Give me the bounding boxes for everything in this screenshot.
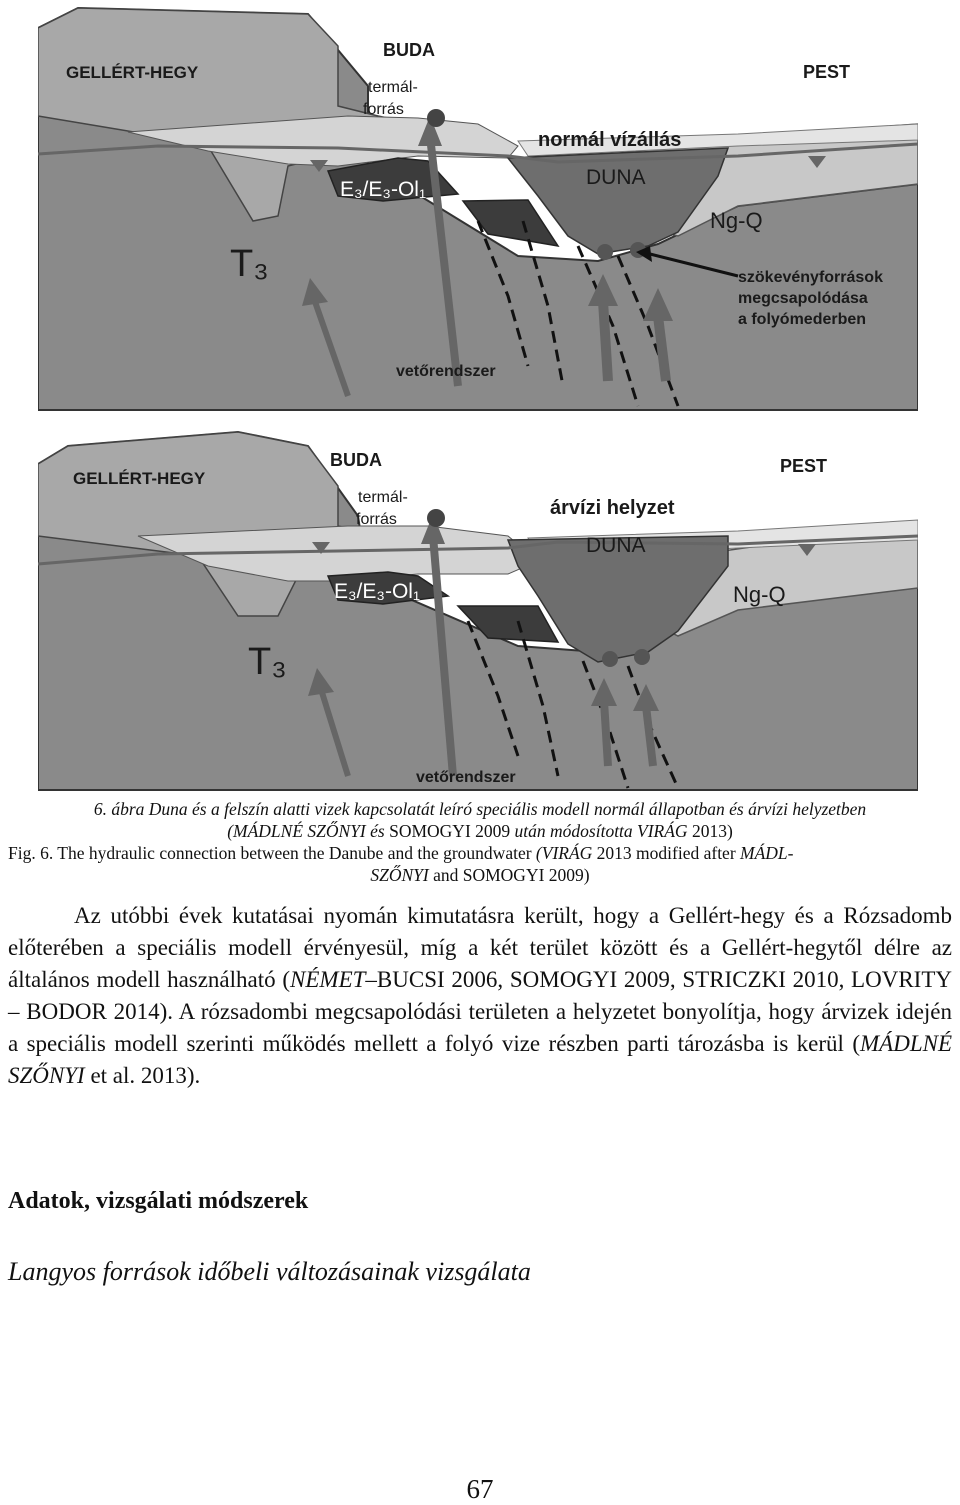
spring-marker-1 [602, 651, 618, 667]
label-t3: T₃ [230, 243, 269, 285]
caption-hu-line-2: (MÁDLNÉ SZŐNYI és SOMOGYI 2009 után módosította VIRÁG 2013) [227, 821, 733, 841]
label-vetorendszer: vetőrendszer [416, 769, 516, 786]
label-termal-2: forrás [363, 101, 404, 118]
label-eocene: E₃/E₃-Ol₁ [340, 178, 427, 201]
label-eocene: E₃/E₃-Ol₁ [334, 580, 421, 603]
caption-hu-line-1: 6. ábra Duna és a felszín alatti vizek kapcsolatát leíró speciális modell normál állapotban és árvízi helyzetben [93, 799, 867, 819]
label-vetorendszer: vetőrendszer [396, 363, 496, 380]
flow-arrow-center-left [603, 301, 608, 381]
label-water-state: árvízi helyzet [550, 497, 675, 519]
page-number: 67 [466, 1474, 494, 1504]
label-pest: PEST [780, 456, 828, 476]
label-duna: DUNA [586, 534, 646, 557]
thermal-spring-marker [427, 109, 445, 127]
label-szokeveny-3: a folyómederben [738, 311, 867, 328]
sub-heading: Langyos források időbeli változásainak vizsgálata [8, 1257, 531, 1286]
label-t3: T₃ [248, 641, 287, 683]
label-termal-1: termál- [358, 489, 408, 506]
flow-arrow-center-left [604, 701, 608, 766]
thermal-spring-marker [427, 509, 445, 527]
label-buda: BUDA [330, 450, 382, 470]
label-gellert-hegy: GELLÉRT-HEGY [66, 63, 199, 82]
body-paragraph: Az utóbbi évek kutatásai nyomán kimutatásra került, hogy a Gellért-hegy és a Rózsadomb előterében a speciális modell érvényesül, míg a két terület között és a Gellért-hegytől délre az általános modell használható (NÉMET–BUCSI 2006, SOMOGYI 2009, STRICZKI 2010, LOVRITY – BODOR 2014). A rózsadombi megcsapolódási területen a helyzetet bonyolítja, hogy árvizek idején a speciális modell szerinti működés mellett a folyó vize részben parti tározásba is kerül (MÁDLNÉ SZŐNYI et al. 2013). [8, 903, 952, 1088]
label-ngq: Ng-Q [710, 208, 763, 233]
label-duna: DUNA [586, 166, 646, 189]
cross-section-diagram-normal [38, 6, 918, 412]
label-szokeveny-2: megcsapolódása [738, 290, 868, 307]
caption-en-line-2: SZŐNYI and SOMOGYI 2009) [370, 865, 590, 885]
spring-marker-2 [634, 649, 650, 665]
label-pest: PEST [803, 62, 851, 82]
label-termal-1: termál- [368, 79, 418, 96]
label-gellert-hegy: GELLÉRT-HEGY [73, 469, 206, 488]
section-heading: Adatok, vizsgálati módszerek [8, 1188, 309, 1214]
label-ngq: Ng-Q [733, 582, 786, 607]
label-buda: BUDA [383, 40, 435, 60]
label-szokeveny-1: szökevényforrások [738, 269, 883, 286]
label-water-state: normál vízállás [538, 129, 682, 151]
figure-caption [0, 798, 960, 886]
figure-normal-water-level [38, 6, 918, 412]
figure-flood-situation [38, 416, 918, 792]
caption-en-line-1: Fig. 6. The hydraulic connection between the Danube and the groundwater (VIRÁG 2013 modified after MÁDL- [8, 843, 794, 863]
spring-marker-1 [597, 244, 613, 260]
cross-section-diagram-flood [38, 416, 918, 792]
label-termal-2: forrás [356, 511, 397, 528]
